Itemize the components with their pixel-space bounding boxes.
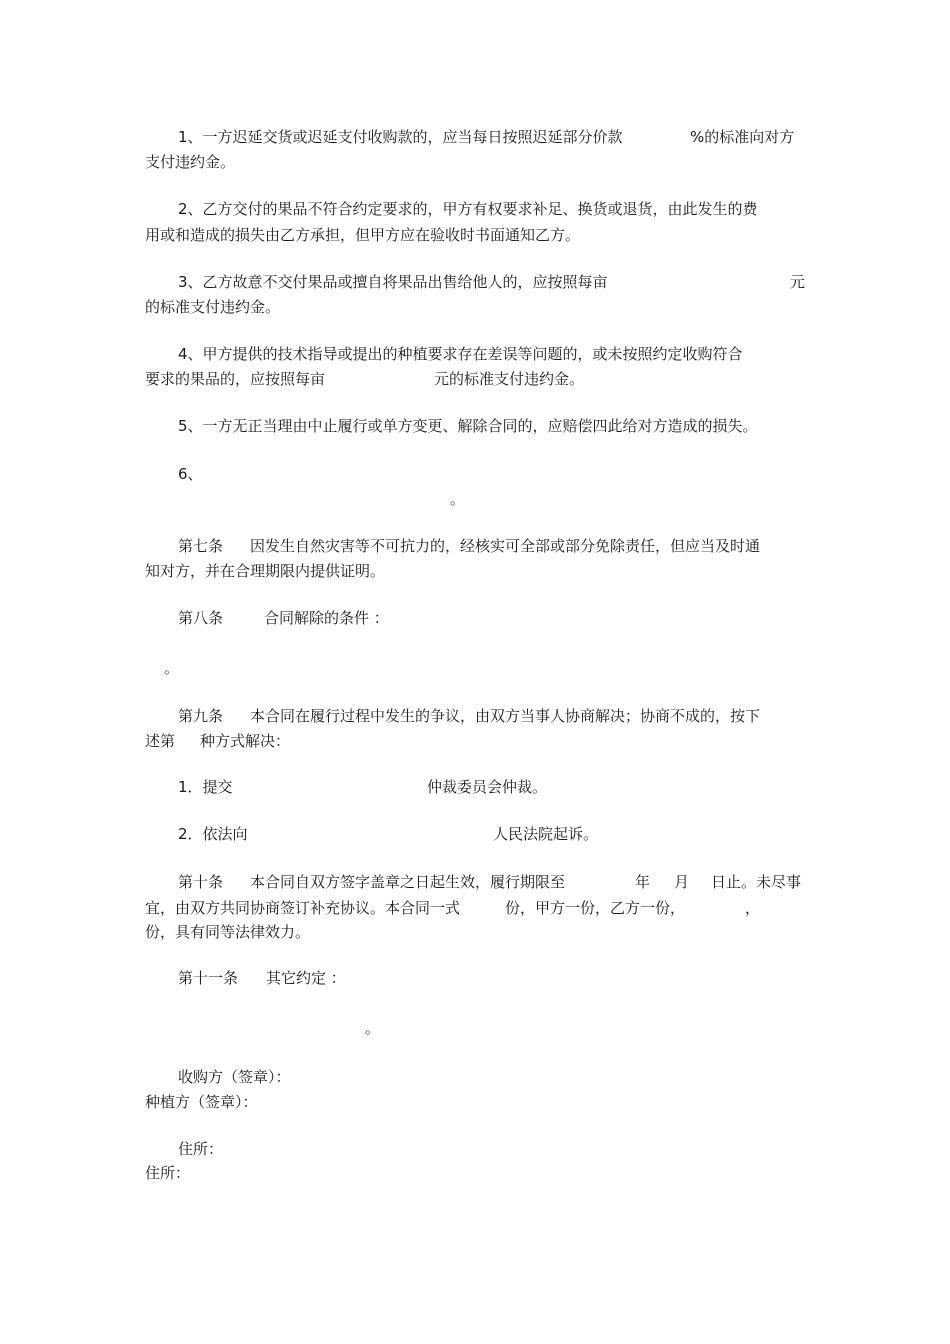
buyer-signature-label: 收购方（签章）： — [178, 1068, 291, 1086]
item4-line2a: 要求的果品的，应按照每亩 — [145, 370, 326, 388]
item6-end: 。 — [450, 490, 466, 508]
article7-line2: 知对方，并在合理期限内提供证明。 — [145, 562, 386, 580]
article7-line1: 因发生自然灾害等不可抗力的，经核实可全部或部分免除责任，但应当及时通 — [250, 537, 761, 555]
article11-end: 。 — [365, 1019, 381, 1037]
article7-title: 第七条 — [178, 537, 224, 555]
article9-option2a: 2．依法向 — [178, 825, 248, 843]
article8-title: 第八条 — [178, 609, 224, 627]
item4-line2b: 元的标准支付违约金。 — [434, 370, 585, 388]
article9-line1: 本合同在履行过程中发生的争议，由双方当事人协商解决；协商不成的，按下 — [250, 707, 761, 725]
item3-unit: 元 — [790, 273, 806, 291]
article10-year: 年 — [635, 873, 651, 891]
grower-signature-label: 种植方（签章）： — [145, 1093, 258, 1111]
article9-line2a: 述第 — [145, 732, 176, 750]
grower-address-label: 住所： — [145, 1164, 191, 1182]
article9-line2b: 种方式解决： — [200, 732, 291, 750]
item3-line2: 的标准支付违约金。 — [145, 298, 281, 316]
article9-option1a: 1．提交 — [178, 778, 233, 796]
article8-end: 。 — [164, 659, 180, 677]
article11-text: 其它约定 ： — [266, 969, 346, 987]
article11-title: 第十一条 — [178, 969, 239, 987]
article9-option1b: 仲裁委员会仲裁。 — [427, 778, 548, 796]
article9-title: 第九条 — [178, 707, 224, 725]
article10-month: 月 — [674, 873, 690, 891]
item5-line1: 5、一方无正当理由中止履行或单方变更、解除合同的，应赔偿四此给对方造成的损失。 — [178, 417, 758, 435]
item1-line2: 支付违约金。 — [145, 153, 236, 171]
article9-option2b: 人民法院起诉。 — [493, 825, 599, 843]
article10-day: 日止。未尽事 — [711, 873, 802, 891]
article10-line2c: ， — [745, 899, 761, 917]
article10-title: 第十条 — [178, 873, 224, 891]
item4-line1: 4、甲方提供的技术指导或提出的种植要求存在差误等问题的，或未按照约定收购符合 — [178, 345, 743, 363]
item3-line1: 3、乙方故意不交付果品或擅自将果品出售给他人的，应按照每亩 — [178, 273, 608, 291]
article8-text: 合同解除的条件 ： — [264, 609, 389, 627]
item1-line1: 1、一方迟延交货或迟延支付收购款的，应当每日按照迟延部分价款 — [178, 128, 623, 146]
article10-line1a: 本合同自双方签字盖章之日起生效，履行期限至 — [250, 873, 566, 891]
item6-label: 6、 — [178, 465, 203, 483]
article10-line3: 份，具有同等法律效力。 — [145, 923, 311, 941]
item1-percent: %的标准向对方 — [690, 128, 795, 146]
item2-line1: 2、乙方交付的果品不符合约定要求的，甲方有权要求补足、换货或退货，由此发生的费 — [178, 200, 758, 218]
article10-line2a: 宜，由双方共同协商签订补充协议。本合同一式 — [145, 899, 461, 917]
article10-line2b: 份，甲方一份，乙方一份， — [505, 899, 686, 917]
item2-line2: 用或和造成的损失由乙方承担，但甲方应在验收时书面通知乙方。 — [145, 226, 581, 244]
buyer-address-label: 住所： — [178, 1140, 224, 1158]
